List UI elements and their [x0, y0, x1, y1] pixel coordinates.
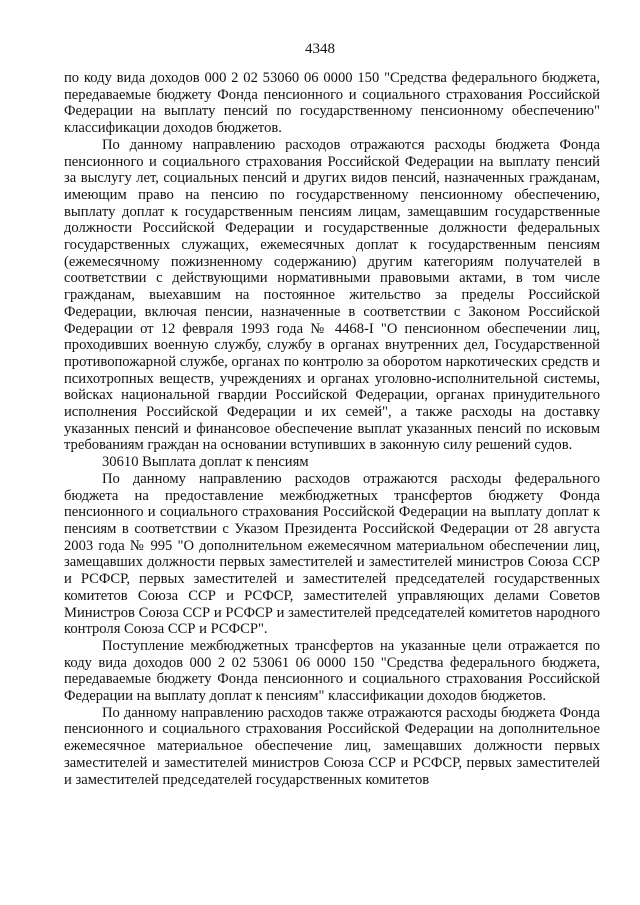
- paragraph-3: По данному направлению расходов отражаются расходы федерального бюджета на предоставление межбюджетных трансфертов бюджету Фонда пенсионного и социального страхования Российской Федерации на выплату доплат к пенсиям в соответствии с Указом Президента Российской Федерации от 28 августа 2003 года № 995 "О дополнительном ежемесячном материальном обеспечении лиц, замещавших должности первых заместителей и заместителей министров Союза ССР и РСФСР, первых заместителей и заместителей председателей государственных комитетов Союза ССР и РСФСР, заместителей управляющих делами Советов Министров Союза ССР и РСФСР и заместителей председателей комитетов народного контроля Союза ССР и РСФСР".: [64, 470, 600, 638]
- paragraph-1: по коду вида доходов 000 2 02 53060 06 0000 150 "Средства федерального бюджета, передаваемые бюджету Фонда пенсионного и социального страхования Российской Федерации на выплату пенсий по государственному пенсионному обеспечению" классификации доходов бюджетов.: [64, 70, 600, 137]
- document-body: [64, 70, 600, 788]
- section-heading-30610: 30610 Выплата доплат к пенсиям: [102, 454, 309, 471]
- paragraph-5: По данному направлению расходов также отражаются расходы бюджета Фонда пенсионного и социального страхования Российской Федерации на дополнительное ежемесячное материальное обеспечение лиц, замещавших должности первых заместителей и заместителей министров Союза ССР и РСФСР, первых заместителей и заместителей председателей государственных комитетов: [64, 704, 600, 788]
- paragraph-4: Поступление межбюджетных трансфертов на указанные цели отражается по коду вида доходов 000 2 02 53061 06 0000 150 "Средства федерального бюджета, передаваемые бюджету Фонда пенсионного и социального страхования Российской Федерации на выплату доплат к пенсиям" классификации доходов бюджетов.: [64, 637, 600, 705]
- paragraph-2: По данному направлению расходов отражаются расходы бюджета Фонда пенсионного и социального страхования Российской Федерации на выплату пенсий за выслугу лет, социальных пенсий и других видов пенсий, назначенных гражданам, имеющим право на пенсию по государственному пенсионному обеспечению, выплату доплат к государственным пенсиям лицам, замещавшим государственные должности Российской Федерации и государственные должности федеральных государственных служащих, ежемесячных доплат к государственным пенсиям (ежемесячному пожизненному содержанию) другим категориям получателей в соответствии с действующими нормативными правовыми актами, в том числе гражданам, выехавшим на постоянное жительство за пределы Российской Федерации, включая пенсии, назначенные в соответствии с Законом Российской Федерации от 12 февраля 1993 года № 4468-I "О пенсионном обеспечении лиц, проходивших военную службу, службу в органах внутренних дел, Государственной противопожарной службе, органах по контролю за оборотом наркотических средств и психотропных веществ, учреждениях и органах уголовно-исполнительной системы, войсках национальной гвардии Российской Федерации, органах принудительного исполнения Российской Федерации и их семей", а также расходы на доставку указанных пенсий и финансовое обеспечение выплат указанных пенсий по исковым требованиям граждан на основании вступивших в законную силу решений судов.: [64, 136, 600, 454]
- page-number: 4348: [305, 41, 335, 57]
